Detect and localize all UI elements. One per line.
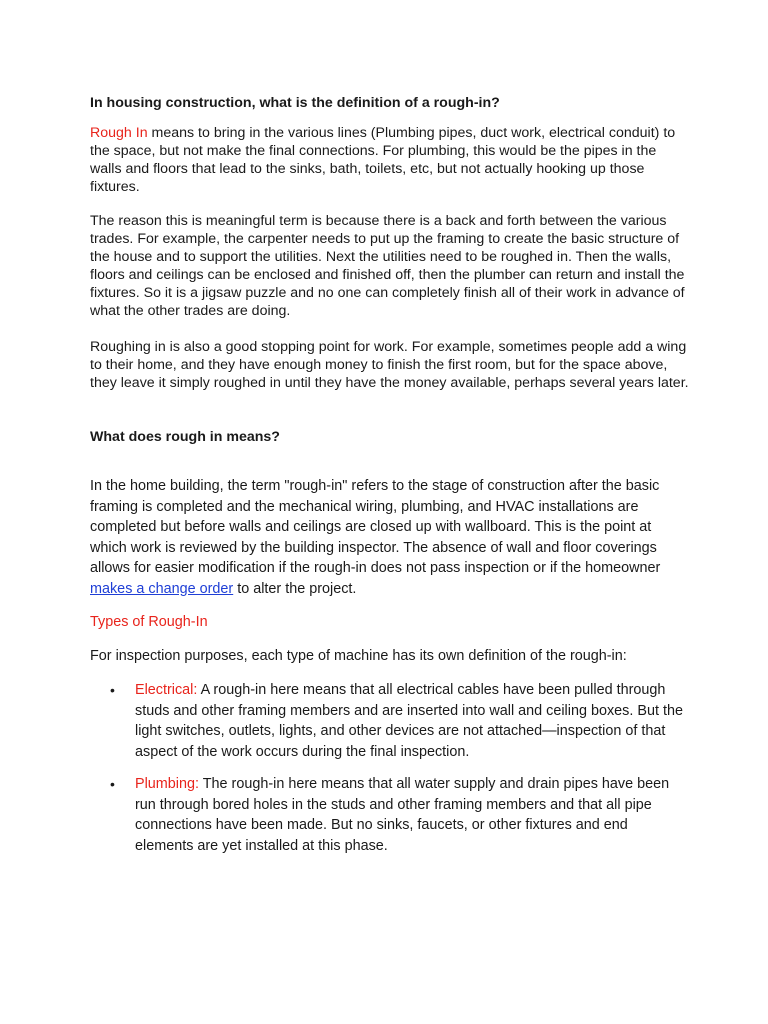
term-rough-in: Rough In [90,125,148,141]
paragraph-rough-in-definition-text: means to bring in the various lines (Plumbing pipes, duct work, electrical conduit) to the space, but not make the final connections. For plumbing, this would be the pipes in the walls and floors that lead to the sinks, bath, toilets, etc, but not actually hooking up those fixtures. [90,125,676,195]
paragraph-home-building [90,476,690,599]
paragraph-stopping-point: Roughing in is also a good stopping point for work. For example, sometimes people add a wing to their home, and they have enough money to finish the first room, but for the space above, they leave it simply roughed in until they have the money available, perhaps several years later. [90,339,689,391]
list-item-electrical-text: A rough-in here means that all electrical cables have been pulled through studs and other framing members and are inserted into wall and ceiling boxes. But the light switches, outlets, lights, and other devices are not attached—inspection of that aspect of the work occurs during the final inspection. [135,682,683,760]
question-heading-meaning: What does rough in means? [90,429,280,445]
paragraph-home-building-tail: to alter the project. [233,580,357,597]
paragraph-trades-explanation: The reason this is meaningful term is because there is a back and forth between the various trades. For example, the carpenter needs to put up the framing to create the basic structure of the house and to support the utilities. Next the utilities need to be roughed in. Then the walls, floors and ceilings can be enclosed and finished off, then the plumber can return and install the fixtures. So it is a jigsaw puzzle and no one can completely finish all of their work in advance of what the other trades are doing. [90,213,685,319]
change-order-link[interactable]: makes a change order [90,580,234,597]
bullet-icon: • [110,776,115,792]
paragraph-inspection-purposes: For inspection purposes, each type of machine has its own definition of the rough-in: [90,648,627,664]
list-item-electrical-body [135,680,685,762]
paragraph-home-building-text: In the home building, the term "rough-in" refers to the stage of construction after the basic framing is completed and the mechanical wiring, plumbing, and HVAC installations are completed but before walls and ceilings are closed up with wallboard. This is the point at which work is reviewed by the building inspector. The absence of wall and floor coverings allows for easier modification if the rough-in does not pass inspection or if the homeowner [90,478,661,576]
list-item-plumbing-text: The rough-in here means that all water supply and drain pipes have been run through bored holes in the studs and other framing members and that all pipe connections have been made. But no sinks, faucets, or other fixtures and end elements are yet installed at this phase. [135,776,670,854]
bullet-icon: • [110,682,115,698]
label-electrical: Electrical: [135,682,198,698]
question-heading-definition: In housing construction, what is the definition of a rough-in? [90,95,500,111]
label-plumbing: Plumbing: [135,776,199,792]
paragraph-rough-in-definition [90,124,690,196]
list-item-plumbing-body [135,774,685,856]
section-heading-types: Types of Rough-In [90,614,208,630]
